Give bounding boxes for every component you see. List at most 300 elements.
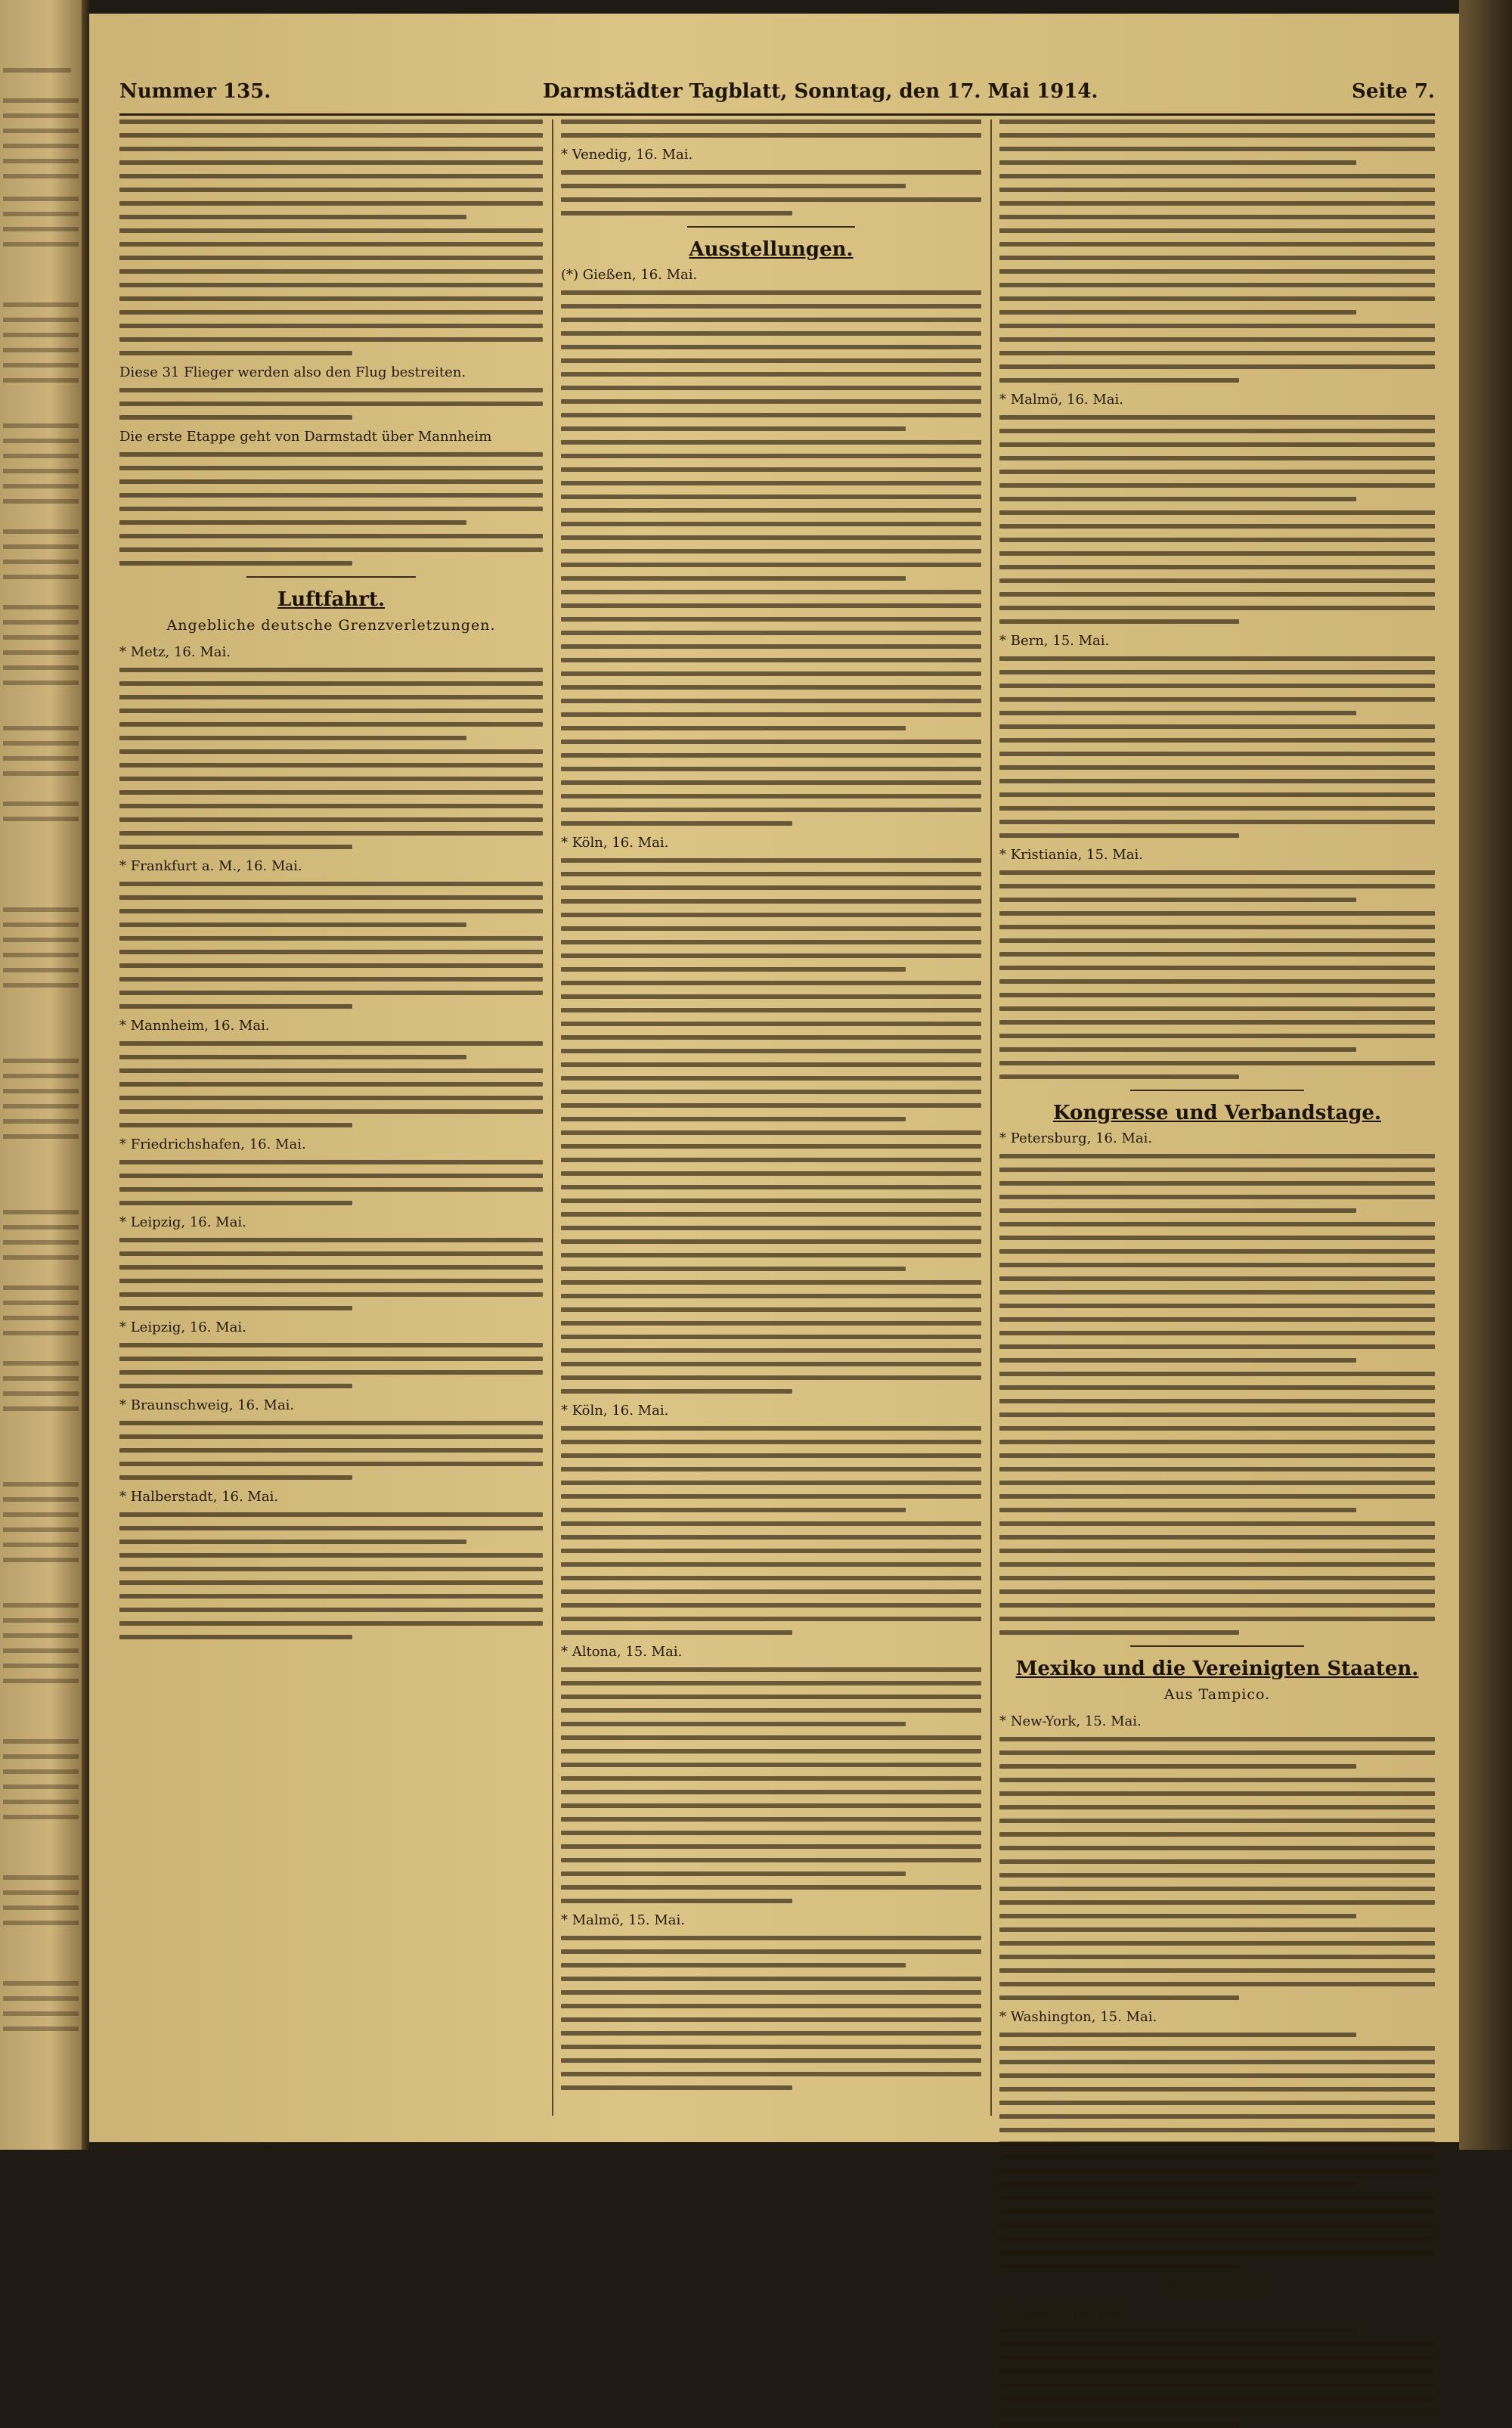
text-line [119,215,466,219]
text-line [561,1062,981,1067]
text-line [999,269,1435,274]
text-line [999,1750,1435,1755]
text-line [561,644,981,649]
text-line [999,670,1435,674]
text-line [999,2209,1435,2214]
text-line [999,1630,1239,1635]
text-line [561,617,981,622]
text-line [999,310,1356,315]
news-item [999,2305,1435,2428]
text-line [119,777,543,781]
text-line [561,1885,981,1890]
text-line [999,979,1435,984]
text-line [999,1263,1435,1267]
text-line [561,821,792,826]
text-line [999,1982,1435,1986]
text-line [561,699,981,703]
text-line [561,1375,981,1380]
text-line [999,337,1435,342]
text-line [999,1955,1435,1959]
text-line [999,1617,1435,1621]
text-line [561,1899,792,1903]
text-line [561,1090,981,1094]
section-title: Luftfahrt. [277,588,386,611]
text-line [999,174,1435,178]
text-line [119,1201,352,1205]
text-line [999,1900,1435,1905]
text-line [999,538,1435,542]
dateline: * Leipzig, 16. Mai. [119,1319,246,1335]
text-line [119,1567,543,1571]
text-line [119,1635,352,1639]
text-line [999,201,1435,206]
text-line [999,1778,1435,1782]
text-line [999,2396,1435,2401]
text-line [999,1006,1435,1011]
text-line [999,752,1435,756]
text-line [999,938,1435,943]
text-line [999,2237,1435,2241]
text-line [999,1764,1356,1769]
dateline: (*) Gießen, 16. Mai. [561,267,698,283]
text-line [561,1949,981,1954]
text-line [999,1549,1435,1553]
text-line [119,452,543,457]
text-line [561,685,981,690]
text-line [561,712,981,717]
text-line [119,1082,543,1087]
text-line [561,1667,981,1672]
dateline: * Köln, 16. Mai. [561,835,669,851]
text-line [561,1185,981,1189]
text-line [561,1844,981,1849]
text-line [999,551,1435,556]
text-line [561,1239,981,1244]
text-line [119,351,352,355]
text-line [999,1317,1435,1322]
text-line [561,1708,981,1713]
news-item [119,1489,543,1639]
text-line [999,833,1239,838]
text-line [119,1526,543,1530]
text-line [561,413,981,417]
text-line [999,1331,1435,1335]
text-line [999,2223,1435,2228]
text-line [999,1276,1435,1281]
text-line [119,709,543,713]
text-line [999,911,1435,916]
text-line [999,2250,1435,2255]
news-item [119,1136,543,1205]
text-line [999,898,1356,902]
news-item [999,847,1435,1079]
text-line [999,966,1435,970]
news-item [999,633,1435,838]
text-line [999,1914,1356,1918]
text-line [999,524,1435,529]
text-line [561,304,981,309]
text-line [119,1306,352,1310]
section-separator [687,226,855,228]
text-line [561,372,981,377]
text-line [999,1941,1435,1946]
text-line [561,1735,981,1740]
text-line [999,1154,1435,1158]
text-line [561,2072,981,2076]
text-line [561,1144,981,1149]
news-item [999,1130,1435,1635]
text-line [119,337,543,342]
news-item [999,2009,1435,2268]
text-line [561,858,981,863]
text-line [999,656,1435,661]
section-title: Ausstellungen. [689,238,854,261]
text-line [561,1562,981,1567]
text-line [999,456,1435,460]
text-line [119,147,543,151]
text-line [561,1076,981,1081]
text-line [999,738,1435,743]
text-line [561,1617,981,1621]
text-line [561,290,981,295]
dateline: * London, 16. Mai. [999,2305,1128,2321]
text-line [999,1047,1356,1052]
text-line [561,1749,981,1754]
text-line [999,2355,1435,2360]
text-line [561,1467,981,1471]
dateline: * Malmö, 16. Mai. [999,392,1123,408]
text-line [119,283,543,287]
text-line [999,1859,1435,1864]
text-line [999,806,1435,811]
text-line [119,174,543,178]
text-line [999,697,1435,702]
text-line [999,324,1435,328]
text-line [561,1321,981,1326]
text-line [999,1358,1356,1363]
text-line [119,188,543,192]
text-line [119,402,543,406]
text-line [119,1265,543,1270]
text-line [119,310,543,315]
text-line [999,578,1435,583]
text-line [119,1434,543,1439]
article-section [119,119,543,566]
text-line [999,2196,1435,2200]
news-item [119,1319,543,1388]
text-line [999,1181,1435,1186]
news-item [119,1214,543,1310]
text-line [999,2141,1435,2146]
text-line [119,1343,543,1347]
text-line [561,119,981,124]
text-line [119,269,543,274]
text-line [561,1817,981,1822]
text-line [561,940,981,944]
text-line [561,954,981,958]
text-line [999,1562,1435,1567]
text-line [999,1412,1435,1417]
text-line [561,726,906,730]
text-line [119,133,543,138]
text-line [561,1008,981,1012]
news-item [999,1713,1435,2000]
text-line [561,133,981,138]
text-line [999,1603,1435,1608]
text-line [561,1049,981,1053]
text-line [119,1553,543,1558]
text-line [561,1722,906,1726]
text-line [561,1307,981,1312]
text-line [119,388,543,392]
text-line [561,467,981,472]
text-line [561,899,981,904]
header-rule [119,113,1435,116]
text-line [119,479,543,484]
text-line [119,681,543,686]
text-line [999,351,1435,355]
text-line [999,510,1435,515]
text-line [561,1440,981,1444]
text-line [119,1384,352,1388]
article-section [561,119,981,216]
text-line [561,1990,981,1995]
text-line [999,1805,1435,1809]
text-line [561,1198,981,1203]
text-line [561,211,792,216]
text-line [999,952,1435,957]
text-line [119,1004,352,1009]
text-line [999,2101,1435,2105]
text-line [561,1630,792,1635]
dateline: * Washington, 15. Mai. [999,2009,1157,2025]
text-line [999,1481,1435,1485]
text-line [119,1512,543,1517]
text-line [999,779,1435,783]
article-section [999,2278,1435,2428]
text-line [999,993,1435,997]
text-line [119,1357,543,1361]
text-line [999,1467,1435,1471]
text-line [999,1020,1435,1025]
text-line [999,188,1435,192]
text-line [119,1187,543,1192]
text-line [561,508,981,513]
text-line [119,1292,543,1297]
text-line [119,909,543,913]
text-line [999,2060,1435,2064]
section-separator [1130,1645,1304,1647]
text-line [119,749,543,754]
text-line [999,442,1435,447]
text-line [561,331,981,336]
text-line [561,1171,981,1176]
text-line [119,242,543,247]
column-3 [999,119,1435,2321]
text-line [561,1335,981,1339]
news-item [561,1912,981,2090]
text-line [561,2058,981,2063]
text-line [999,1372,1435,1376]
page-number: Seite 7. [1352,80,1435,103]
text-line [999,215,1435,219]
text-line [561,1212,981,1217]
section-separator [1130,1090,1304,1091]
text-line [119,1055,466,1059]
text-line [561,345,981,349]
text-line [561,563,981,567]
text-line [561,1831,981,1835]
text-line [999,2342,1435,2346]
text-line [561,197,981,202]
news-item [119,429,543,566]
text-line [561,1803,981,1808]
text-line [999,684,1435,688]
text-line [119,1238,543,1242]
news-item [561,147,981,216]
text-line [561,1871,906,1876]
text-line [999,2383,1435,2387]
text-line [999,1995,1239,2000]
text-line [119,790,543,795]
text-line [999,1304,1435,1308]
text-line [561,1130,981,1135]
column-divider [990,119,992,2116]
text-line [119,1540,466,1544]
text-line [561,994,981,999]
text-line [999,1249,1435,1254]
text-line [119,1279,543,1283]
text-line [561,658,981,662]
text-line [561,386,981,390]
text-line [561,495,981,499]
text-line [999,415,1435,420]
dateline: * Frankfurt a. M., 16. Mai. [119,858,302,874]
text-line [119,882,543,886]
text-line [561,535,981,540]
text-line [561,1035,981,1040]
text-line [119,520,466,525]
page-header [119,80,1435,110]
text-line [999,1927,1435,1932]
text-line [561,740,981,744]
text-line [999,1195,1435,1199]
masthead: Darmstädter Tagblatt, Sonntag, den 17. Mai 1914. [543,80,1098,103]
text-line [119,1421,543,1425]
news-item [561,267,981,826]
text-line [999,724,1435,729]
text-line [561,1589,981,1594]
text-line [119,963,543,968]
text-line [561,2004,981,2008]
dateline: * Kristiania, 15. Mai. [999,847,1144,863]
text-line [999,1426,1435,1431]
text-line [999,2264,1239,2268]
text-line [561,440,981,445]
text-line [999,711,1356,715]
text-line [119,763,543,767]
text-line [999,1508,1356,1512]
text-line [999,296,1435,301]
text-line [999,884,1435,888]
dateline: * Braunschweig, 16. Mai. [119,1397,295,1413]
text-line [561,967,906,972]
text-line [561,1508,906,1512]
text-line [561,1858,981,1862]
newspaper-page [89,14,1459,2321]
text-line [561,1963,906,1968]
news-item [561,835,981,1394]
dateline: * Mannheim, 16. Mai. [119,1018,270,1034]
column-divider [552,119,553,2116]
text-line [561,1494,981,1499]
text-line [999,429,1435,433]
text-line [561,2031,981,2036]
text-line [999,2073,1435,2078]
text-line [119,1621,543,1626]
text-line [999,565,1435,569]
text-line [999,147,1435,151]
text-line [999,925,1435,929]
text-line [561,399,981,404]
text-line [119,1462,543,1466]
text-line [999,2033,1356,2037]
text-line [999,160,1356,165]
text-line [999,1819,1435,1823]
text-line [119,991,543,995]
column-2 [561,119,981,2131]
section-separator [246,576,416,578]
text-line [999,820,1435,824]
text-line [561,318,981,322]
text-line [561,184,906,188]
text-line [561,1280,981,1285]
book-spine [82,0,89,2150]
text-line [119,1594,543,1599]
text-line [561,1294,981,1298]
text-line [561,981,981,985]
text-line [561,481,981,485]
text-line [119,1251,543,1256]
text-line [119,256,543,260]
text-line [999,1074,1239,1079]
section-title: Mexiko und die Vereinigten Staaten. [1015,1657,1419,1680]
text-line [999,1494,1435,1499]
text-line [999,2423,1239,2428]
text-line [999,1399,1435,1403]
text-line [999,2046,1435,2051]
dateline: * Altona, 15. Mai. [561,1644,683,1660]
text-line [561,1022,981,1026]
news-item [119,1018,543,1127]
text-line [119,1041,543,1046]
text-line [999,1589,1435,1594]
dateline: Diese 31 Flieger werden also den Flug bestreiten. [119,364,466,380]
adjacent-page-edge [0,0,85,2150]
news-item [999,392,1435,624]
text-line [119,1580,543,1585]
section-subtitle: Angebliche deutsche Grenzverletzungen. [166,617,496,634]
text-line [119,1174,543,1178]
news-item [119,1397,543,1480]
text-line [561,1695,981,1699]
text-line [561,1535,981,1540]
text-line [999,1208,1356,1213]
text-line [119,1370,543,1375]
text-line [999,1521,1435,1526]
text-line [999,870,1435,875]
text-line [999,1167,1435,1172]
